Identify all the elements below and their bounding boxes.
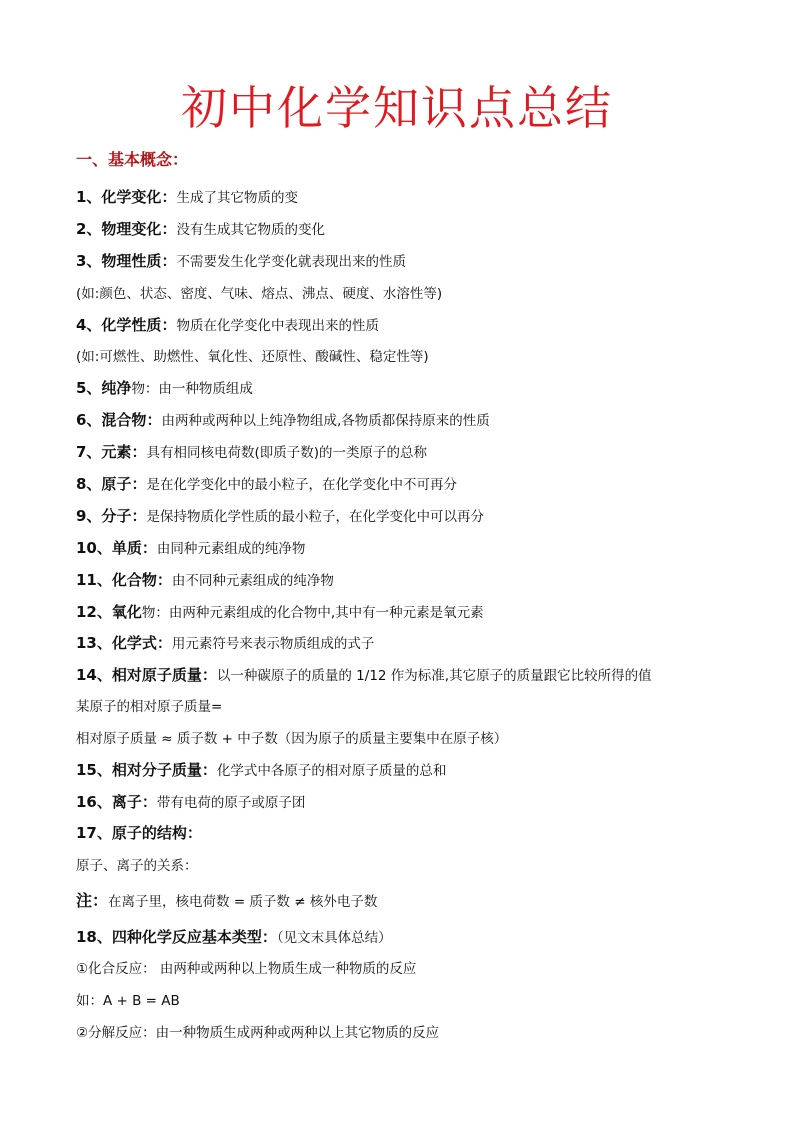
list-item <box>76 696 756 717</box>
list-item <box>76 315 756 336</box>
term: 2、物理变化 <box>76 220 162 238</box>
definition: 具有相同核电荷数(即质子数)的一类原子的总称 <box>146 445 427 461</box>
term-separator: ： <box>131 475 147 493</box>
list-item <box>76 506 756 527</box>
term: 17、原子的结构 <box>76 824 187 842</box>
term-separator: ： <box>156 634 172 652</box>
definition: 带有电荷的原子或原子团 <box>156 795 306 811</box>
page-title: 初中化学知识点总结 <box>181 81 613 135</box>
term: 11、化合物 <box>76 571 157 589</box>
list-item <box>76 927 756 948</box>
list-item <box>76 474 756 495</box>
list-item <box>76 346 756 367</box>
list-item <box>76 1022 756 1043</box>
term: 14、相对原子质量 <box>76 666 202 684</box>
list-item <box>76 538 756 559</box>
definition: 用元素符号来表示物质组成的式子 <box>171 636 375 652</box>
list-item <box>76 891 756 912</box>
term-separator: ： <box>201 666 217 684</box>
definition: ①化合反应： 由两种或两种以上物质生成一种物质的反应 <box>76 961 417 977</box>
term: 4、化学性质 <box>76 316 162 334</box>
section-heading-basic-concepts: 一、基本概念： <box>76 150 189 169</box>
term-separator: ： <box>146 411 162 429</box>
list-item <box>76 219 756 240</box>
definition: 由同种元素组成的纯净物 <box>156 541 306 557</box>
definition: 在离子里，核电荷数 = 质子数 ≠ 核外电子数 <box>108 894 378 910</box>
term-separator: ： <box>161 252 177 270</box>
definition: 不需要发生化学变化就表现出来的性质 <box>176 254 406 270</box>
definition: (如:颜色、状态、密度、气味、熔点、沸点、硬度、水溶性等) <box>76 286 443 302</box>
list-item <box>76 187 756 208</box>
definition: 相对原子质量 ≈ 质子数 + 中子数（因为原子的质量主要集中在原子核） <box>76 731 508 747</box>
term-separator: ： <box>131 507 147 525</box>
definition: 是保持物质化学性质的最小粒子，在化学变化中可以再分 <box>146 509 484 525</box>
list-item <box>76 855 756 876</box>
term-separator: ： <box>156 571 172 589</box>
term: 8、原子 <box>76 475 132 493</box>
definition: 是在化学变化中的最小粒子，在化学变化中不可再分 <box>146 477 457 493</box>
term-separator: ： <box>261 928 277 946</box>
list-item <box>76 251 756 272</box>
term-separator: ： <box>161 316 177 334</box>
term: 5、纯净 <box>76 379 132 397</box>
term: 注 <box>76 891 93 910</box>
term-separator: ： <box>141 793 157 811</box>
list-item <box>76 378 756 399</box>
term: 15、相对分子质量 <box>76 761 202 779</box>
term-separator: ： <box>186 824 202 842</box>
definition: 某原子的相对原子质量= <box>76 699 223 715</box>
term: 7、元素 <box>76 443 132 461</box>
definition: 物：由一种物质组成 <box>131 381 253 397</box>
definition: 以一种碳原子的质量的 1/12 作为标准,其它原子的质量跟它比较所得的值 <box>216 668 652 684</box>
list-item <box>76 665 756 686</box>
term-separator: ： <box>92 891 109 910</box>
term-separator: ： <box>161 220 177 238</box>
definition: 由两种或两种以上纯净物组成,各物质都保持原来的性质 <box>161 413 490 429</box>
list-item <box>76 602 756 623</box>
definition: (如:可燃性、助燃性、氧化性、还原性、酸碱性、稳定性等) <box>76 349 429 365</box>
term: 12、氧化 <box>76 603 142 621</box>
definition: 如：A + B = AB <box>76 993 180 1009</box>
list-item <box>76 760 756 781</box>
term-separator: ： <box>161 188 177 206</box>
term: 9、分子 <box>76 507 132 525</box>
list-item <box>76 958 756 979</box>
definition: 原子、离子的关系： <box>76 858 198 874</box>
definition: 没有生成其它物质的变化 <box>176 222 325 238</box>
list-item <box>76 283 756 304</box>
definition: 由不同种元素组成的纯净物 <box>171 573 334 589</box>
list-item <box>76 442 756 463</box>
definition: 化学式中各原子的相对原子质量的总和 <box>216 763 447 779</box>
definition: 物：由两种元素组成的化合物中,其中有一种元素是氧元素 <box>141 605 484 621</box>
definition: （见文末具体总结） <box>276 930 392 946</box>
term: 18、四种化学反应基本类型 <box>76 928 262 946</box>
definition: 物质在化学变化中表现出来的性质 <box>176 318 379 334</box>
term: 16、离子 <box>76 793 142 811</box>
term: 10、单质 <box>76 539 142 557</box>
term-separator: ： <box>141 539 157 557</box>
definition: ②分解反应：由一种物质生成两种或两种以上其它物质的反应 <box>76 1025 440 1041</box>
list-item <box>76 990 756 1011</box>
term: 1、化学变化 <box>76 188 162 206</box>
term: 6、混合物 <box>76 411 147 429</box>
list-item <box>76 823 756 844</box>
list-item <box>76 633 756 654</box>
definition: 生成了其它物质的变 <box>176 190 298 206</box>
list-item <box>76 728 756 749</box>
term: 3、物理性质 <box>76 252 162 270</box>
term-separator: ： <box>201 761 217 779</box>
list-item <box>76 410 756 431</box>
list-item <box>76 792 756 813</box>
list-item <box>76 570 756 591</box>
term: 13、化学式 <box>76 634 157 652</box>
term-separator: ： <box>131 443 147 461</box>
